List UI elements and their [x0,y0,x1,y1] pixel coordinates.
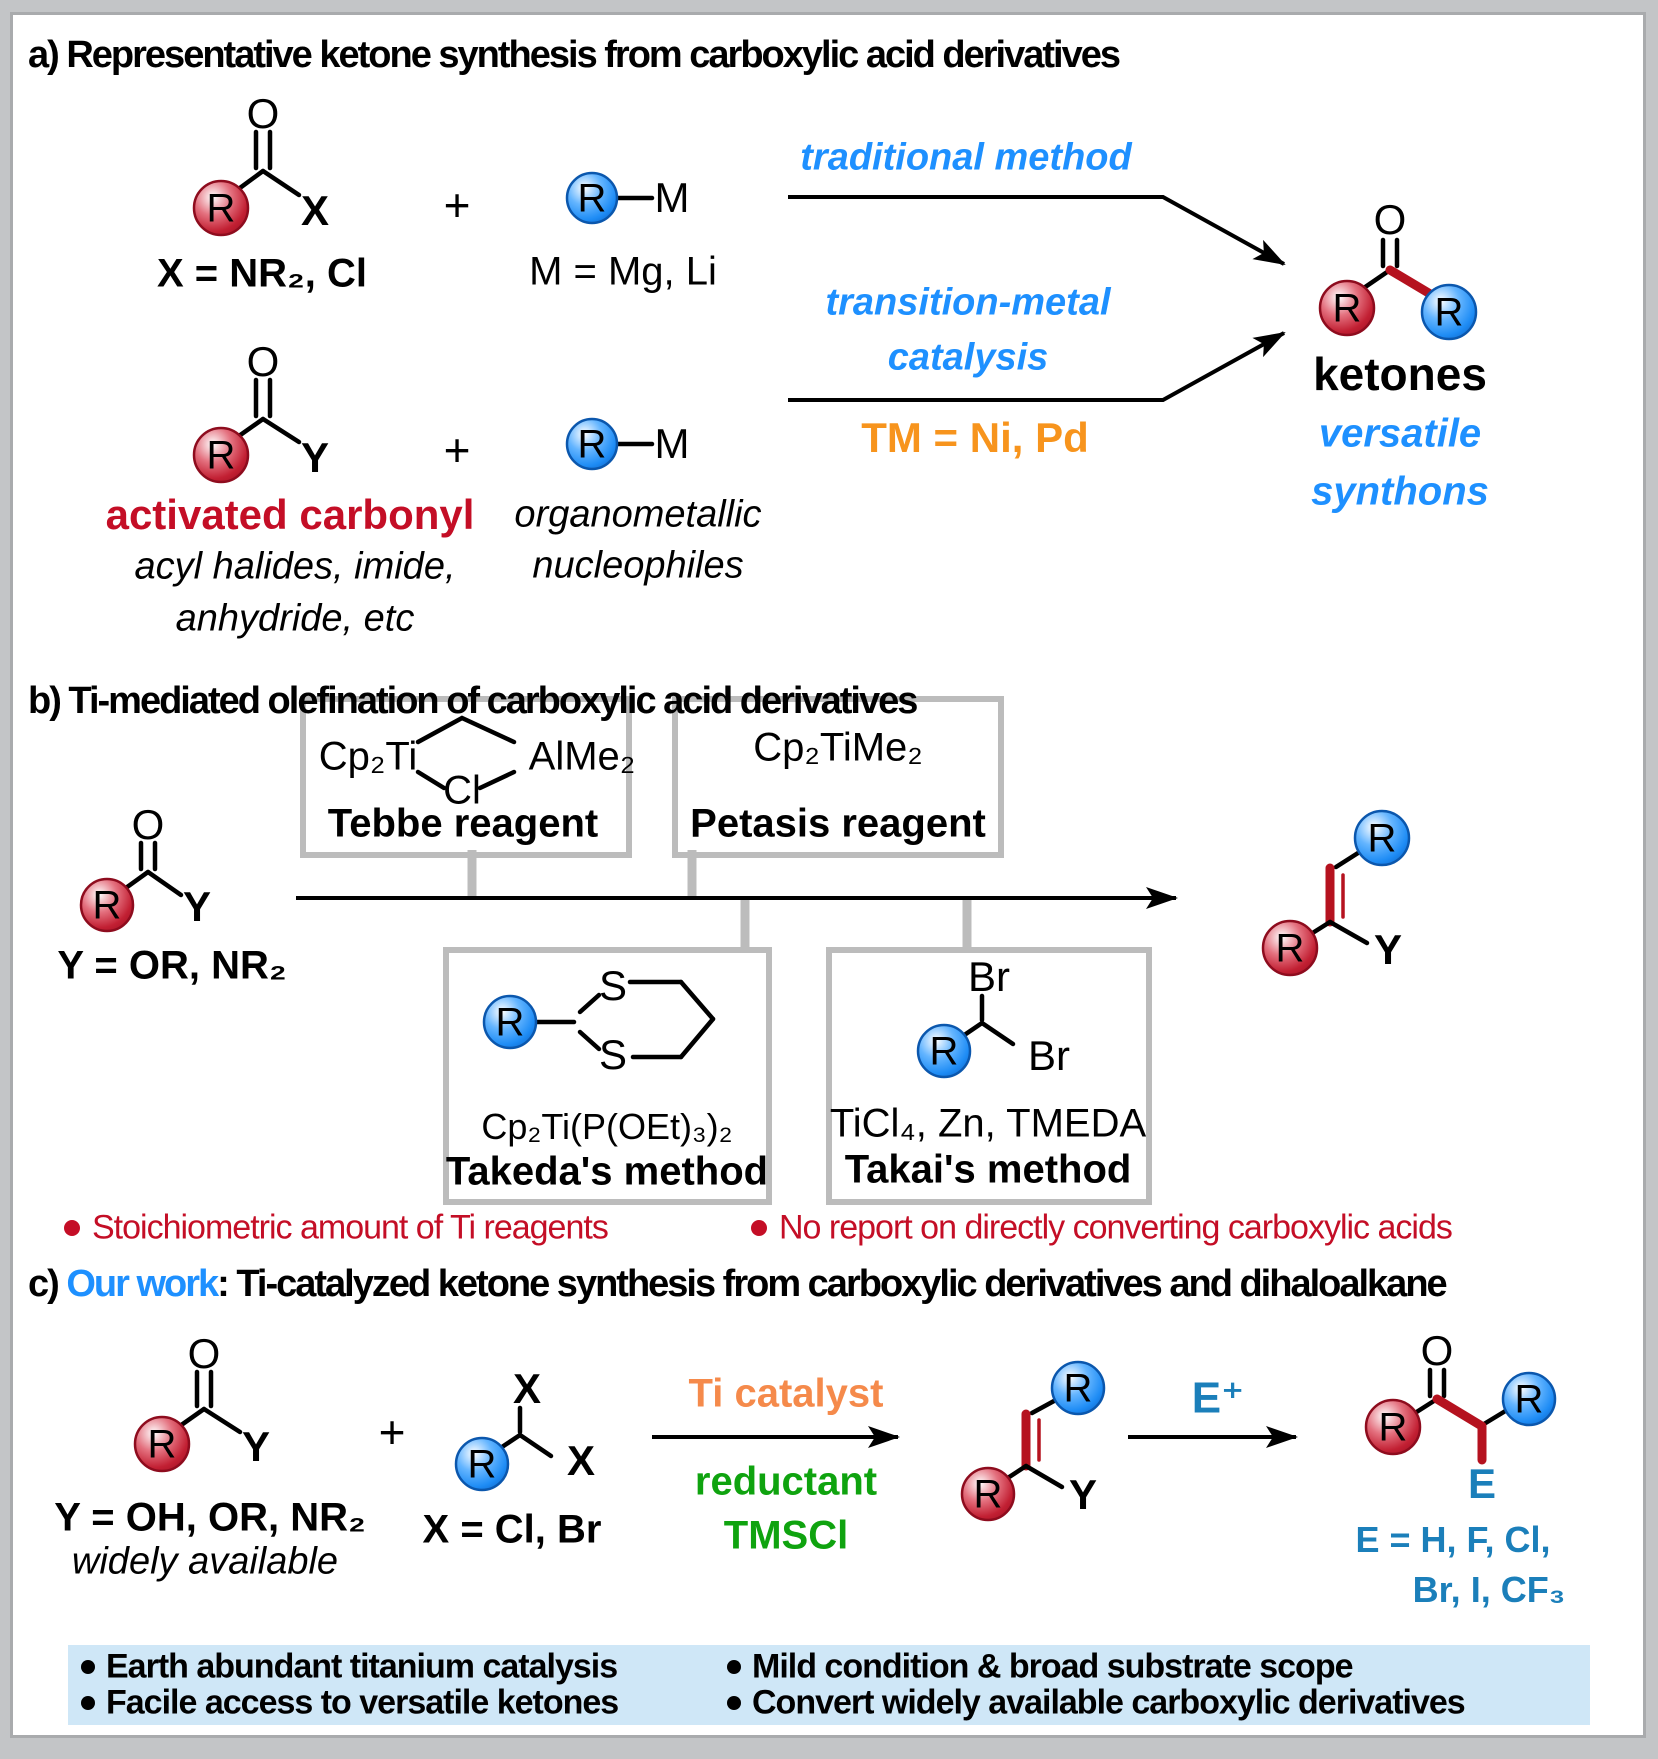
substrate-label-b: Y = OR, NR₂ [57,943,287,988]
r-label: R [147,1422,177,1467]
bullet-dot [751,1220,767,1236]
limitation-bullet-1: Stoichiometric amount of Ti reagents [92,1208,608,1247]
oxygen-atom: O [187,1330,221,1377]
bullet-dot [81,1660,95,1674]
r-label: R [467,1442,497,1487]
highlight-2: Facile access to versatile ketones [106,1683,619,1722]
section-c-title-prefix: c) [28,1263,67,1305]
e-scope-line1: E = H, F, Cl, [1355,1519,1551,1560]
plus-sign: + [443,424,471,476]
tebbe-bridge-cl: Cl [443,768,481,813]
product-note2: synthons [1311,469,1489,514]
r-label: R [973,1472,1003,1517]
plus-sign: + [378,1406,406,1458]
bullet-dot [727,1660,741,1674]
x-atom: X [566,1437,596,1484]
bullet-dot [64,1220,80,1236]
substrate2-note2: anhydride, etc [175,597,415,640]
traditional-method-arrow [788,197,1284,264]
substrate1-label: X = NR₂, Cl [156,251,368,296]
oxygen-atom: O [1373,196,1407,243]
bullet-dot [81,1696,95,1710]
sulfur-atom: S [598,962,628,1009]
section-c-title-highlight: Our work [66,1263,218,1305]
oxygen-atom: O [1420,1327,1454,1374]
r-label: R [206,186,236,231]
r-label: R [577,176,607,221]
x-atom: X [512,1365,542,1412]
section-c-title-rest: : Ti-catalyzed ketone synthesis from carboxylic derivatives and dihaloalkane [217,1263,1446,1305]
arrow1-bottom-label1: reductant [694,1459,878,1504]
takeda-formula: Cp₂Ti(P(OEt)₃)₂ [481,1106,733,1147]
nucleophile1-label: M = Mg, Li [529,249,717,294]
m-atom: M [654,420,690,467]
r-label: R [1367,816,1397,861]
y-atom: Y [1068,1471,1098,1518]
tebbe-formula-left: Cp₂Ti [318,734,418,779]
section-b-title: b) Ti-mediated olefination of carboxylic acid derivatives [28,680,917,722]
bromine-atom: Br [1028,1032,1070,1079]
r-label: R [495,1000,525,1045]
y-atom: Y [1373,926,1403,973]
substrate2-note1: acyl halides, imide, [134,545,456,588]
y-atom: Y [300,434,330,481]
r-label: R [1378,1405,1408,1450]
highlight-4: Convert widely available carboxylic derivatives [752,1683,1465,1722]
e-scope-line2: Br, I, CF₃ [1412,1569,1566,1610]
e-atom: E [1467,1460,1497,1507]
product-name: ketones [1313,348,1487,400]
r-label: R [1063,1366,1093,1411]
arrow1-bottom-label2: TMSCl [723,1513,849,1558]
electrophile-label: E⁺ [1191,1373,1245,1423]
r-label: R [929,1029,959,1074]
limitation-bullet-2: No report on directly converting carboxylic acids [779,1208,1452,1247]
substrate-label-c: Y = OH, OR, NR₂ [54,1495,366,1540]
r-label: R [92,883,122,928]
bromine-atom: Br [968,953,1010,1000]
section-a-title: a) Representative ketone synthesis from carboxylic acid derivatives [28,34,1119,76]
substrate2-label: activated carbonyl [105,491,475,538]
petasis-name: Petasis reagent [690,801,986,846]
plus-sign: + [443,179,471,231]
bullet-dot [727,1696,741,1710]
r-label: R [1434,290,1464,335]
petasis-formula: Cp₂TiMe₂ [753,725,923,770]
sulfur-atom: S [598,1031,628,1078]
takeda-name: Takeda's method [445,1149,769,1194]
y-atom: Y [241,1423,271,1470]
dihalide-label: X = Cl, Br [422,1507,602,1552]
highlight-3: Mild condition & broad substrate scope [752,1647,1353,1686]
substrate-note-c: widely available [71,1540,339,1583]
r-label: R [206,433,236,478]
m-atom: M [654,174,690,221]
r-label: R [1514,1377,1544,1422]
arrow2-note: TM = Ni, Pd [861,414,1089,461]
r-label: R [577,422,607,467]
arrow2-label2: catalysis [887,336,1049,379]
r-label: R [1275,926,1305,971]
tebbe-formula-right: AlMe₂ [528,734,636,779]
tebbe-name: Tebbe reagent [327,801,599,846]
oxygen-atom: O [131,801,165,848]
oxygen-atom: O [246,338,280,385]
highlight-1: Earth abundant titanium catalysis [106,1647,618,1686]
nucleophile2-note1: organometallic [514,493,762,536]
nucleophile2-note2: nucleophiles [532,544,744,587]
x-atom: X [300,187,330,234]
section-c-title [28,1263,1446,1306]
arrow1-label: traditional method [800,136,1132,179]
oxygen-atom: O [246,90,280,137]
y-atom: Y [182,883,212,930]
takai-name: Takai's method [844,1147,1132,1192]
arrow2-label1: transition-metal [825,281,1111,324]
arrow1-top-label: Ti catalyst [688,1371,884,1416]
product-note1: versatile [1318,411,1482,456]
r-label: R [1332,286,1362,331]
takai-reagents: TiCl₄, Zn, TMEDA [829,1101,1147,1146]
